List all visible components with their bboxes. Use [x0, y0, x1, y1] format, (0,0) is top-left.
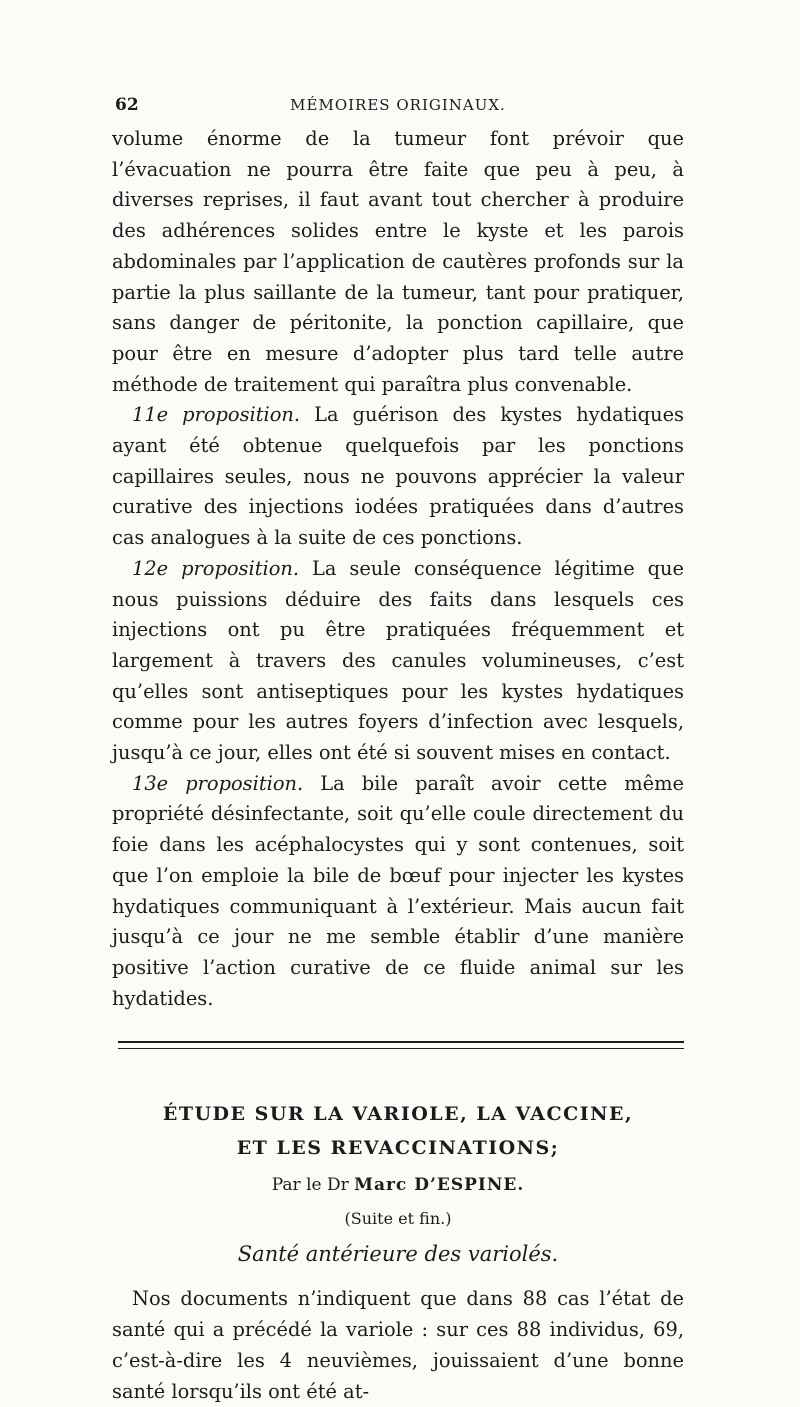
author-name: Marc D’ESPINE. — [354, 1175, 525, 1196]
proposition-text: La seule conséquence légitime que nous puissions déduire des faits dans lesquels ces injections ont pu être pratiquées fréquemment et largement à travers des canules volumineuses, c’est qu’elles sont antiseptiques pour les kystes hydatiques comme pour les autres foyers d’infection avec lesquels, jusqu’à ce jour, elles ont été si souvent mises en contact. — [112, 556, 684, 765]
proposition-text: La bile paraît avoir cette même propriété désinfectante, soit qu’elle coule directement du foie dans les acéphalocystes qui y sont contenues, soit que l’on emploie la bile de bœuf pour injecter les kystes hydatiques communiquant à l’extérieur. Mais aucun fait jusqu’à ce jour ne me semble établir d’une manière positive l’action curative de ce fluide animal sur les hydatides. — [112, 771, 684, 1010]
section-body — [112, 1284, 684, 1407]
proposition-12 — [112, 554, 684, 769]
section-title: Santé antérieure des variolés. — [237, 1242, 559, 1267]
proposition-11 — [112, 400, 684, 554]
page-number: 62 — [115, 95, 139, 115]
byline — [112, 1175, 684, 1195]
document-page — [112, 92, 684, 1407]
continued-note: (Suite et fin.) — [344, 1209, 452, 1229]
article-title-line-1: ÉTUDE SUR LA VARIOLE, LA VACCINE, — [162, 1103, 634, 1126]
running-title: MÉMOIRES ORIGINAUX. — [290, 96, 506, 114]
article-title — [112, 1097, 684, 1165]
proposition-text: La guérison des kystes hydatiques ayant été obtenue quelquefois par les ponctions capillaires seules, nous ne pouvons apprécier la valeur curative des injections iodées pratiquées dans d’autres cas analogues à la suite de ces ponctions. — [112, 403, 684, 550]
byline-prefix: Par le Dr — [271, 1175, 355, 1196]
section-paragraph: Nos documents n’indiquent que dans 88 cas l’état de santé qui a précédé la variole : sur ces 88 individus, 69, c’est-à-dire les 4 neuvièmes, jouissaient d’une bonne santé lorsqu’ils ont été at- — [112, 1287, 684, 1403]
proposition-label: 11e proposition. — [132, 403, 301, 427]
running-header — [112, 92, 684, 118]
main-text — [112, 124, 684, 1014]
article-title-line-2: ET LES REVACCINATIONS; — [236, 1137, 560, 1160]
proposition-label: 12e proposition. — [132, 556, 300, 580]
continuation-paragraph: volume énorme de la tumeur font prévoir que l’évacuation ne pourra être faite que peu à peu, à diverses reprises, il faut avant tout chercher à produire des adhérences solides entre le kyste et les parois abdominales par l’application de cautères profonds sur la partie la plus saillante de la tumeur, tant pour pratiquer, sans danger de péritonite, la ponction capillaire, que pour être en mesure d’adopter plus tard telle autre méthode de traitement qui paraîtra plus convenable. — [112, 127, 684, 396]
section-divider — [118, 1041, 684, 1049]
proposition-13 — [112, 769, 684, 1015]
proposition-label: 13e proposition. — [132, 771, 304, 795]
